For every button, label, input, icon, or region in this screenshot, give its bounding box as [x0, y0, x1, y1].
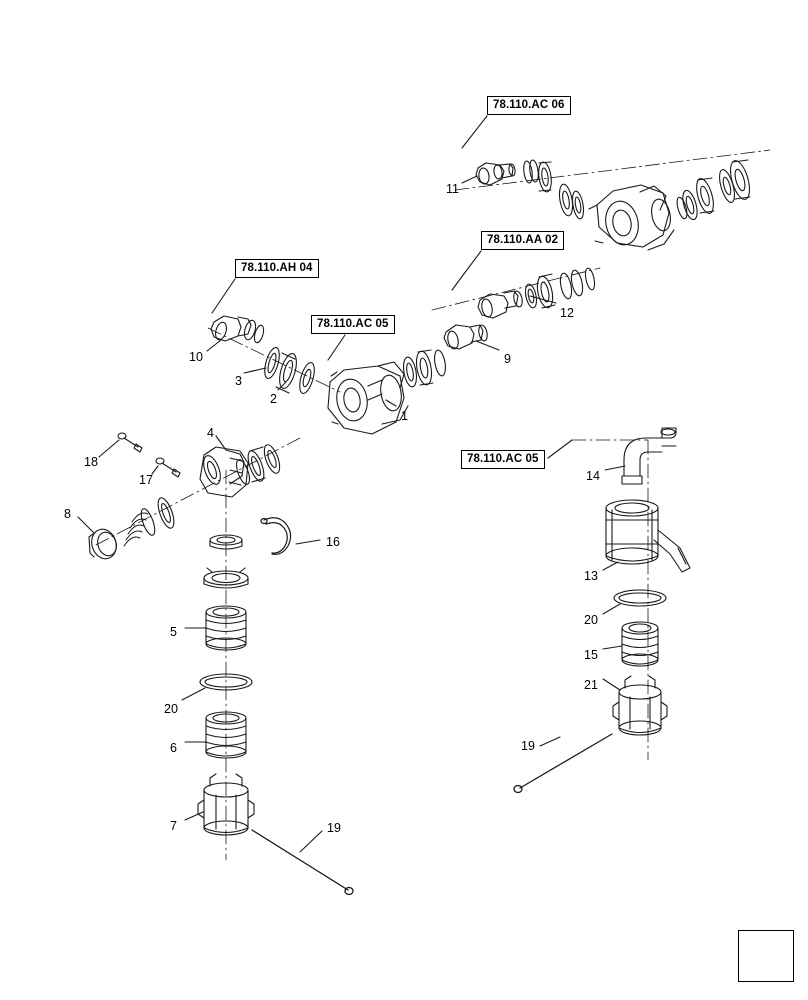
callout-17: 17 — [139, 473, 153, 487]
callout-20-left: 20 — [164, 702, 178, 716]
reference-box-ah04[interactable]: 78.110.AH 04 — [235, 259, 319, 278]
callout-14: 14 — [586, 469, 600, 483]
callout-12: 12 — [560, 306, 574, 320]
callout-15: 15 — [584, 648, 598, 662]
callout-21: 21 — [584, 678, 598, 692]
callout-1: 1 — [401, 409, 408, 423]
callout-7: 7 — [170, 819, 177, 833]
reference-box-aa02[interactable]: 78.110.AA 02 — [481, 231, 564, 250]
callout-5: 5 — [170, 625, 177, 639]
callout-2: 2 — [270, 392, 277, 406]
callout-19-right: 19 — [521, 739, 535, 753]
callout-6: 6 — [170, 741, 177, 755]
callout-9: 9 — [504, 352, 511, 366]
callout-11: 11 — [446, 182, 459, 196]
reference-box-ac05-left[interactable]: 78.110.AC 05 — [311, 315, 395, 334]
callout-10: 10 — [189, 350, 203, 364]
callout-19-left: 19 — [327, 821, 341, 835]
callout-8: 8 — [64, 507, 71, 521]
reference-box-ac05-right[interactable]: 78.110.AC 05 — [461, 450, 545, 469]
callout-20-right: 20 — [584, 613, 598, 627]
callout-4: 4 — [207, 426, 214, 440]
manufacturer-logo — [738, 930, 794, 982]
callout-16: 16 — [326, 535, 340, 549]
callout-13: 13 — [584, 569, 598, 583]
reference-box-ac06[interactable]: 78.110.AC 06 — [487, 96, 571, 115]
callout-3: 3 — [235, 374, 242, 388]
callout-18: 18 — [84, 455, 98, 469]
